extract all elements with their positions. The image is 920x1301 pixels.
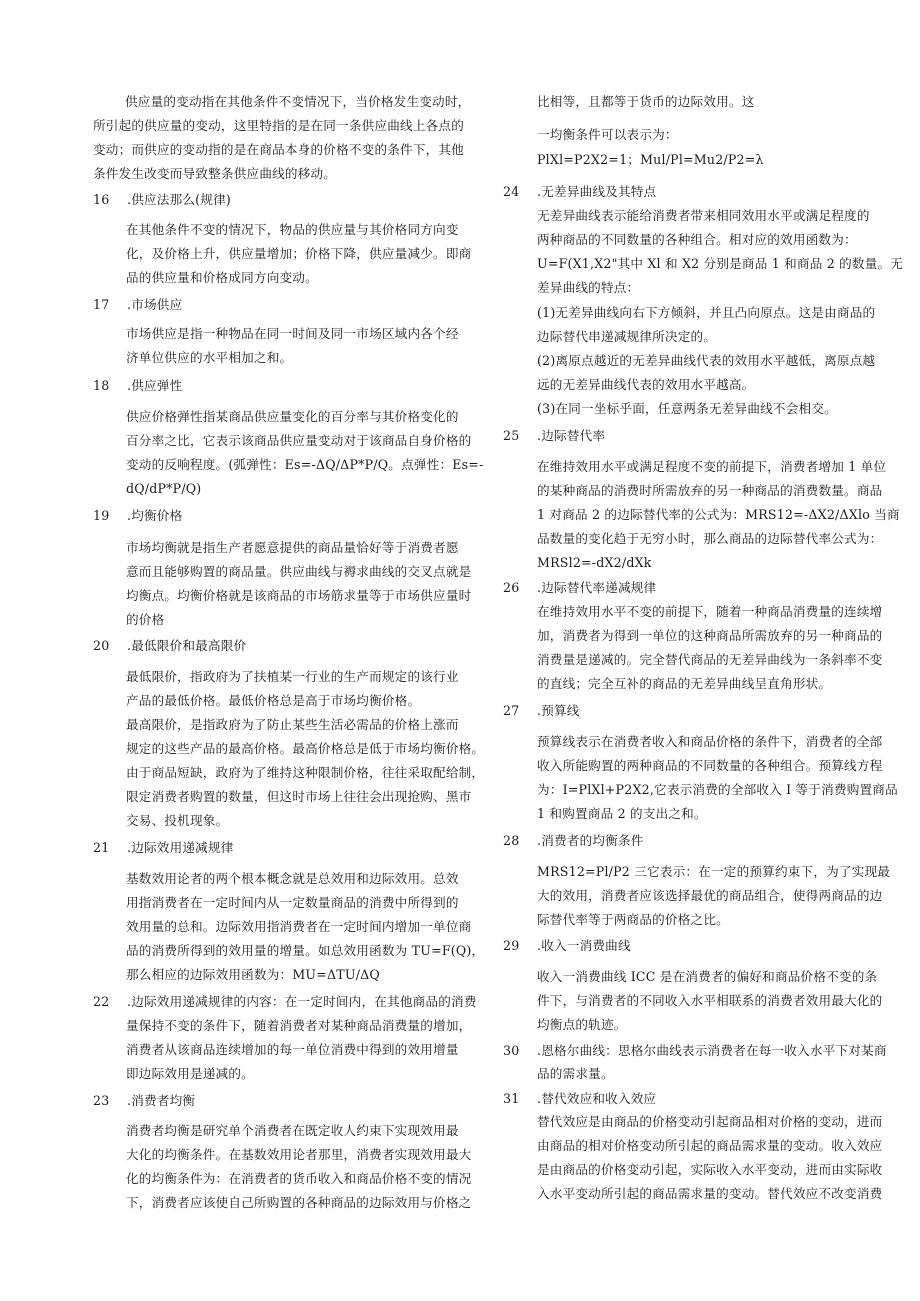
section-number: 29: [503, 938, 520, 953]
body-line: 入水平变动所引起的商品需求量的变动。替代效应不改变消费: [537, 1186, 883, 1201]
body-line: (2)离原点越近的无差异曲线代表的效用水平越低，离原点越: [537, 353, 876, 368]
body-line: 收入所能购置的两种商品的不同数量的各种组合。预算线方程: [537, 758, 883, 773]
body-line: 际替代率等于两商品的价格之比。: [537, 912, 729, 927]
body-line: 两种商品的不同数量的各种组合。相对应的效用函数为：: [537, 232, 857, 247]
body-line: 济单位供应的水平相加之和。: [126, 350, 293, 365]
section-title: .边际替代率: [537, 428, 606, 443]
section-number: 27: [503, 703, 520, 718]
intro-line: 变动；而供应的变动指的是在商品本身的价格不变的条件下，其他: [93, 142, 465, 157]
section-number: 21: [93, 840, 110, 855]
section-heading-21: [93, 840, 234, 856]
body-line: 1 对商品 2 的边际替代率的公式为：MRS12=-ΔX2/ΔXlo 当商: [537, 507, 900, 522]
section-heading-17: [93, 297, 182, 313]
body-line: 意而且能够购置的商品量。供应曲线与褥求曲线的交叉点就是: [126, 564, 472, 579]
section-title: .市场供应: [127, 297, 183, 312]
section-title: .消费者均衡: [127, 1093, 196, 1108]
body-line: 预算线表示在消费者收入和商品价格的条件下，消费者的全部: [537, 734, 883, 749]
section-heading-28: [503, 833, 644, 849]
body-line: MRSl2=-dX2/dXk: [537, 555, 652, 570]
section-title: .消费者的均衡条件: [537, 833, 644, 848]
section-number: 22: [93, 994, 110, 1009]
body-line: 化，及价格上升，供应量增加；价格下降，供应量减少。即商: [126, 246, 472, 261]
body-line: 用指消费者在一定时间内从一定数量商品的消费中所得到的: [126, 895, 459, 910]
continuation-line: 比相等，且都等于货币的边际效用。这: [537, 94, 755, 109]
body-line: 无差异曲线表示能给消费者带来相同效用水平或满足程度的: [537, 208, 870, 223]
body-line: 品数量的变化趋于无穷小时，那么商品的边际替代率公式为：: [537, 531, 883, 546]
section-heading-19: [93, 508, 182, 524]
body-line: 在维持效用水平或满足程度不变的前提下，消费者增加 1 单位: [537, 459, 887, 474]
body-line: 那么相应的边际效用函数为：MU=ΔTU/ΔQ: [126, 967, 380, 982]
section-number: 25: [503, 428, 520, 443]
section-number: 28: [503, 833, 520, 848]
body-line: MRS12=Pl/P2 三它表示：在一定的预算约束下，为了实现最: [537, 864, 891, 879]
body-line: 为：I=PlXl+P2X2,它表示消费的全部收入 I 等于消费购置商品: [537, 782, 898, 797]
body-line: 1 和购置商品 2 的支出之和。: [537, 806, 707, 821]
section-heading-26: [503, 580, 656, 596]
section-heading-16: [93, 192, 231, 208]
section-title: .恩格尔曲线：思格尔曲线表示消费者在每一收入水平下对某商: [537, 1043, 887, 1058]
body-line: 差异曲线的特点：: [537, 280, 640, 295]
section-number: 30: [503, 1043, 520, 1058]
body-line: 大化的均衡条件。在基数效用论者那里，消费者实现效用最大: [126, 1147, 472, 1162]
body-line: 加，消费者为得到一单位的这种商品所需放弃的另一种商品的: [537, 628, 883, 643]
section-heading-25: [503, 428, 605, 444]
body-line: 下，消费者应该使自己所购置的各种商品的边际效用与价格之: [126, 1195, 472, 1210]
body-line: 品的需求量。: [537, 1066, 614, 1081]
body-line: 最高限价，是指政府为了防止某些生活必需品的价格上涨而: [126, 717, 459, 732]
body-line: 是由商品的价格变动引起，实际收入水平变动，进而由实际收: [537, 1162, 883, 1177]
intro-line: 供应量的变动指在其他条件不变情况下，当价格发生变动时，: [125, 94, 471, 109]
body-line: dQ/dP*P/Q): [126, 481, 202, 496]
section-heading-30: [503, 1043, 887, 1059]
body-line: 市场供应是指一种物品在同一时间及同一市场区域内各个经: [126, 326, 459, 341]
body-line: 由于商品短缺，政府为了维持这种限制价格，往往采取配给制，: [126, 765, 485, 780]
section-heading-29: [503, 938, 631, 954]
body-line: 百分率之比，它表示该商品供应量变动对于该商品自身价格的: [126, 433, 472, 448]
section-number: 16: [93, 192, 110, 207]
body-line: 边际替代串递减规律所决定的。: [537, 329, 717, 344]
body-line: 远的无差异曲线代表的效用水平越高。: [537, 377, 755, 392]
body-line: 市场均衡就是指生产者愿意提供的商品量恰好等于消费者愿: [126, 540, 459, 555]
body-line: 基数效用论者的两个根本概念就是总效用和边际效用。总效: [126, 871, 459, 886]
body-line: 效用量的总和。边际效用指消费者在一定时间内增加一单位商: [126, 919, 472, 934]
section-number: 24: [503, 184, 520, 199]
body-line: 品的供应量和价格成同方向变动。: [126, 270, 318, 285]
section-title: .收入一消费曲线: [537, 938, 631, 953]
body-line: 品的消费所得到的效用量的增量。如总效用函数为 TU=F(Q)，: [126, 943, 485, 958]
section-title: .供应弹性: [127, 378, 183, 393]
body-line: 即边际效用是递减的。: [126, 1066, 254, 1081]
body-line: 的直线；完全互补的商品的无差异曲线呈直角形状。: [537, 676, 832, 691]
body-line: 的价格: [126, 612, 165, 627]
section-number: 26: [503, 580, 520, 595]
continuation-line: 一均衡条件可以表示为：: [537, 127, 678, 142]
section-title: .边际替代率递减规律: [537, 580, 657, 595]
body-line: 由商品的相对价格变动所引起的商品需求量的变动。收入效应: [537, 1138, 883, 1153]
section-title: .最低限价和最高限价: [127, 638, 247, 653]
body-line: 产品的最低价格。最低价格总是高于市场均衡价格。: [126, 693, 421, 708]
section-number: 23: [93, 1093, 110, 1108]
section-title: .边际效用递减规律: [127, 840, 234, 855]
body-line: 量保持不变的条件下，随着消费者对某种商品消费量的增加，: [126, 1018, 472, 1033]
section-heading-20: [93, 638, 246, 654]
body-line: 最低限价，指政府为了扶植某一行业的生产而规定的该行业: [126, 669, 459, 684]
body-line: 供应价格弹性指某商品供应量变化的百分率与其价格变化的: [126, 409, 459, 424]
section-title: .无差异曲线及其特点: [537, 184, 657, 199]
section-heading-23: [93, 1093, 195, 1109]
body-line: (3)在同一坐标乎面，任意两条无差异曲线不会相交。: [537, 401, 837, 416]
body-line: 大的效用，消费者应该选择最优的商品组合，使得两商品的边: [537, 888, 883, 903]
body-line: 均衡点的轨迹。: [537, 1017, 627, 1032]
body-line: 规定的这些产品的最高价格。最高价格总是低于市场均衡价格。: [126, 741, 485, 756]
section-heading-24: [503, 184, 656, 200]
section-title: .替代效应和收入效应: [537, 1091, 657, 1106]
section-heading-22: [93, 994, 477, 1010]
intro-line: 所引起的供应量的变动，这里特指的是在同一条供应曲线上各点的: [93, 118, 465, 133]
section-heading-27: [503, 703, 580, 719]
section-number: 19: [93, 508, 110, 523]
section-number: 17: [93, 297, 110, 312]
body-line: 替代效应是由商品的价格变动引起商品相对价格的变动，进而: [537, 1114, 883, 1129]
body-line: 消费量是递减的。完全替代商品的无差异曲线为一条斜率不变: [537, 652, 883, 667]
body-line: 消费者均衡是研究单个消费者在既定收人约束下实现效用最: [126, 1123, 459, 1138]
intro-line: 条件发生改变而导致整条供应曲线的移动。: [93, 166, 337, 181]
section-title: .边际效用递减规律的内容：在一定时间内，在其他商品的消费: [127, 994, 477, 1009]
formula-line: PlXl=P2X2=1；Mul/Pl=Mu2/P2=λ: [537, 152, 764, 167]
body-line: 消费者从该商品连续增加的每一单位消费中得到的效用增量: [126, 1042, 459, 1057]
body-line: 在其他条件不变的情况下，物品的供应量与其价格同方向变: [126, 222, 459, 237]
body-line: 在维持效用水平不变的前提下，随着一种商品消费量的连续增: [537, 604, 883, 619]
section-heading-18: [93, 378, 182, 394]
body-line: 的某种商品的消费时所需放弃的另一种商品的消费数量。商品: [537, 483, 883, 498]
body-line: 收入一消费曲线 ICC 是在消费者的偏好和商品价格不变的条: [537, 969, 878, 984]
body-line: U=F(X1,X2"其中 Xl 和 X2 分别是商品 1 和商品 2 的数量。无: [537, 256, 904, 271]
section-heading-31: [503, 1091, 656, 1107]
body-line: (1)无差异曲线向右下方倾斜，并且凸向原点。这是由商品的: [537, 305, 876, 320]
body-line: 化的均衡条件为：在消费者的货币收入和商品价格不变的情况: [126, 1171, 472, 1186]
body-line: 均衡点。均衡价格就是该商品的市场筋求量等于市场供应量时: [126, 588, 472, 603]
section-number: 20: [93, 638, 110, 653]
section-title: .预算线: [537, 703, 580, 718]
body-line: 交易、投机现象。: [126, 813, 229, 828]
section-title: .均衡价格: [127, 508, 183, 523]
body-line: 限定消费者购置的数量，但这时市场上往往会出现抢购、黑市: [126, 789, 472, 804]
section-title: .供应法那么(规律): [127, 192, 231, 207]
body-line: 件下，与消费者的不同收入水平相联系的消费者效用最大化的: [537, 993, 883, 1008]
body-line: 变动的反响程度。(弧弹性：Es=-ΔQ/ΔP*P/Q。点弹性：Es=-: [126, 457, 484, 472]
section-number: 18: [93, 378, 110, 393]
section-number: 31: [503, 1091, 520, 1106]
